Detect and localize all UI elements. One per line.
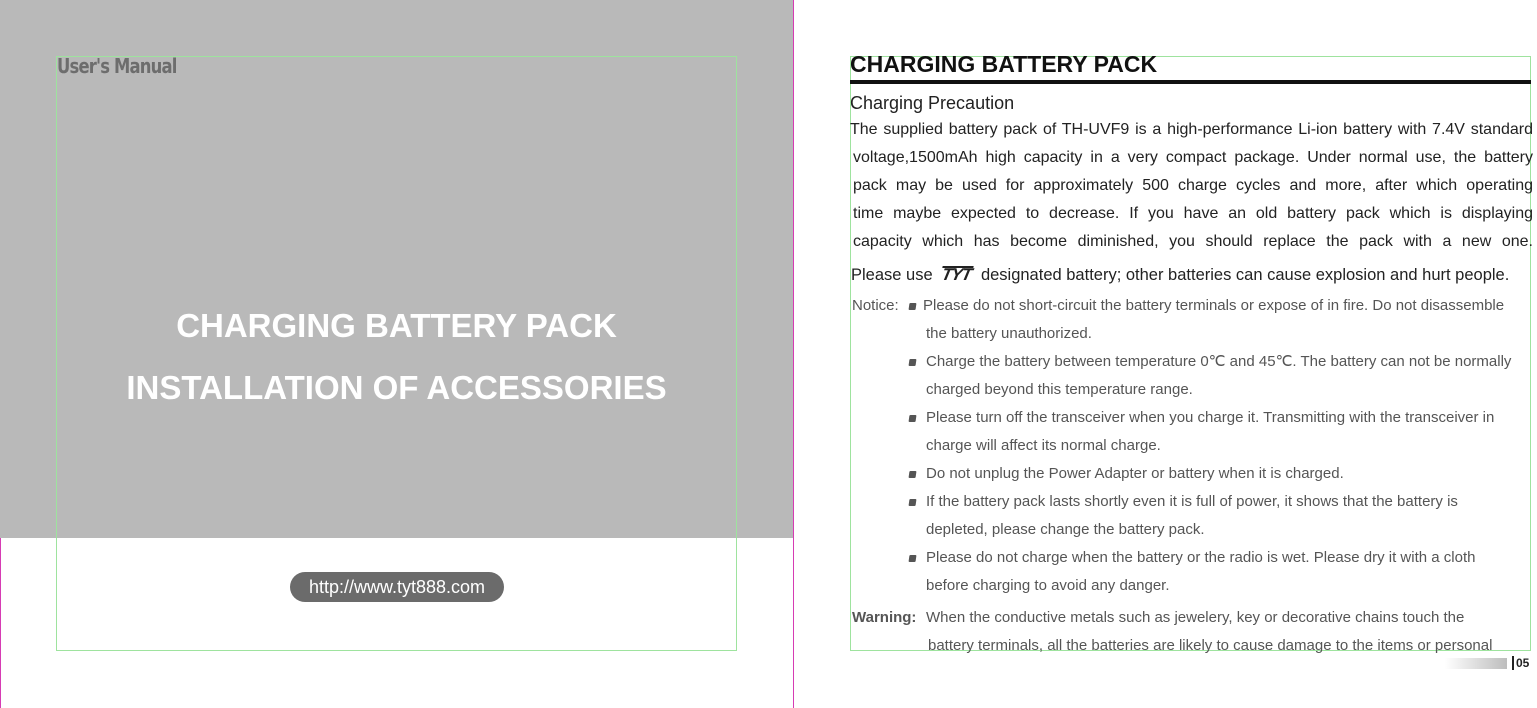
paragraph-line: time maybe expected to decrease. If you have an old battery pack which is displaying	[853, 205, 1533, 222]
subheading: Charging Precaution	[850, 93, 1015, 113]
notice-item-cont: before charging to avoid any danger.	[926, 577, 1170, 594]
bullet-icon	[909, 555, 917, 562]
notice-item: Do not unplug the Power Adapter or battery when it is charged.	[926, 465, 1344, 482]
paragraph-line: pack may be used for approximately 500 charge cycles and more, after which operating	[853, 177, 1533, 194]
notice-item-cont: charge will affect its normal charge.	[926, 437, 1161, 454]
warning-text: When the conductive metals such as jewelery, key or decorative chains touch the	[926, 609, 1465, 626]
left-page-frame-guide	[56, 56, 737, 651]
notice-item: Charge the battery between temperature 0℃ and 45℃. The battery can not be normally	[926, 353, 1512, 370]
paragraph-line: The supplied battery pack of TH-UVF9 is a high-performance Li-ion battery with 7.4V standard	[850, 121, 1533, 138]
warning-text-cont: battery terminals, all the batteries are likely to cause damage to the items or personal	[928, 637, 1493, 654]
notice-item-cont: depleted, please change the battery pack.	[926, 521, 1205, 538]
paragraph-line: voltage,1500mAh high capacity in a very compact package. Under normal use, the battery	[853, 149, 1533, 166]
section-title-charging: CHARGING BATTERY PACK	[176, 307, 617, 344]
notice-item: If the battery pack lasts shortly even it is full of power, it shows that the battery is	[926, 493, 1458, 510]
please-use-text-rest: designated battery; other batteries can cause explosion and hurt people.	[980, 266, 1510, 284]
page-number-bar	[1445, 658, 1507, 669]
section-title-accessories: INSTALLATION OF ACCESSORIES	[126, 369, 667, 406]
notice-item: Please do not short-circuit the battery terminals or expose of in fire. Do not disassemble	[923, 297, 1505, 314]
bullet-icon	[909, 359, 917, 366]
notice-item-cont: the battery unauthorized.	[926, 325, 1092, 342]
paragraph-line: capacity which has become diminished, you should replace the pack with a new one.	[853, 233, 1533, 250]
website-url-link[interactable]: http://www.tyt888.com	[290, 572, 504, 602]
bullet-icon	[909, 499, 917, 506]
bullet-icon	[909, 471, 917, 478]
title-underline	[850, 80, 1531, 84]
tyt-logo: TYT	[940, 265, 974, 284]
warning-label: Warning:	[852, 609, 917, 626]
page-divider	[793, 0, 794, 708]
bullet-icon	[909, 303, 917, 310]
notice-item: Please do not charge when the battery or the radio is wet. Please dry it with a cloth	[926, 549, 1476, 566]
users-manual-label: User's Manual	[57, 54, 177, 78]
notice-item-cont: charged beyond this temperature range.	[926, 381, 1193, 398]
please-use-line	[851, 266, 1509, 285]
bullet-icon	[909, 415, 917, 422]
notice-label: Notice:	[852, 297, 899, 314]
page-title: CHARGING BATTERY PACK	[850, 51, 1158, 77]
notice-item: Please turn off the transceiver when you charge it. Transmitting with the transceiver in	[926, 409, 1495, 426]
page-number: 05	[1512, 656, 1529, 670]
please-use-text: Please use	[851, 266, 933, 284]
